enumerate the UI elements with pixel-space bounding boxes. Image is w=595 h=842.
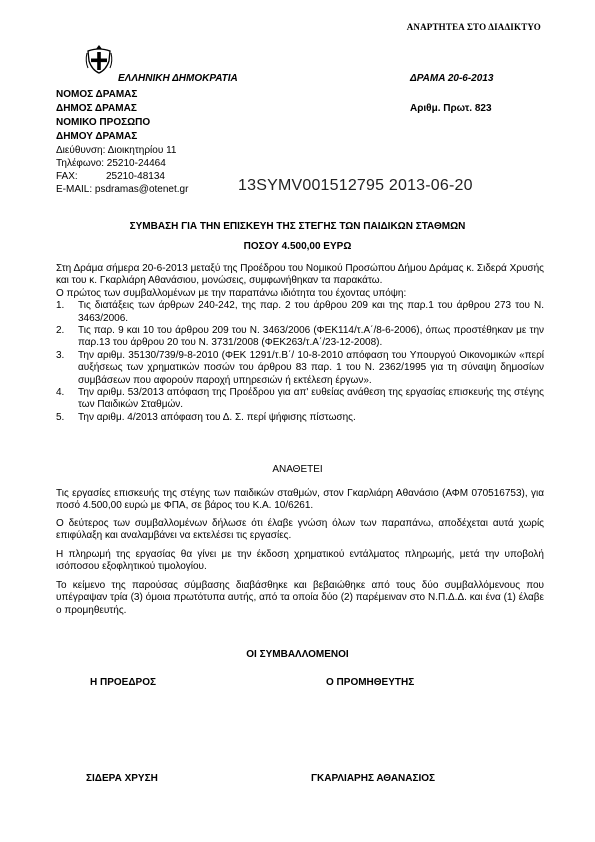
- president-role: Η ΠΡΟΕΔΡΟΣ: [90, 677, 156, 688]
- list-item: [56, 350, 544, 387]
- intro-paragraph: Στη Δράμα σήμερα 20-6-2013 μεταξύ της Προέδρου του Νομικού Προσώπου Δήμου Δράμας κ. Σιδερά Χρυσής και του κ. Γκαρλιάρη Αθανάσιου, μονώσεις, συμφωνήθηκαν τα παρακάτω.: [56, 263, 544, 287]
- ada-code: 13SYMV001512795 2013-06-20: [238, 177, 473, 194]
- list-item-text: Την αριθμ. 4/2013 απόφαση του Δ. Σ. περί ψήφισης πίστωσης.: [78, 411, 356, 423]
- greek-emblem-icon: [84, 43, 114, 75]
- closing-paragraph: Το κείμενο της παρούσας σύμβασης διαβάσθηκε και βεβαιώθηκε από τους δύο συμβαλλόμενους που υπέγραψαν τρία (3) όμοια πρωτότυπα αυτής, από τα οποία δύο (2) παρέμειναν στο Ν.Π.Δ.Δ. και ένα (1) έλαβε ο προμηθευτής.: [56, 580, 544, 616]
- assigns-heading: ΑΝΑΘΕΤΕΙ: [272, 464, 323, 475]
- fax-label: FAX:: [56, 171, 78, 182]
- authority-line: ΔΗΜΟΣ ΔΡΑΜΑΣ: [56, 103, 137, 114]
- address: Διεύθυνση: Διοικητηρίου 11: [56, 145, 177, 156]
- list-item-text: Την αριθμ. 53/2013 απόφαση της Προέδρου για απ' ευθείας ανάθεση της εργασίας επισκευής της στέγης των Παιδικών Σταθμών.: [78, 387, 544, 411]
- fax-row: [56, 170, 188, 183]
- list-item: [56, 325, 544, 350]
- list-item: [56, 412, 544, 424]
- list-item-text: Τις παρ. 9 και 10 του άρθρου 209 του Ν. 3463/2006 (ΦΕΚ114/τ.Α΄/8-6-2006), όπως προστέθηκαν με την παρ.13 του άρθρου 20 του Ν. 3731/2008 (ΦΕΚ263/τ.Α΄/23-12-2008).: [78, 325, 544, 349]
- issuing-authority: [56, 88, 150, 144]
- contract-recitals: [56, 263, 544, 424]
- contract-title: ΣΥΜΒΑΣΗ ΓΙΑ ΤΗΝ ΕΠΙΣΚΕΥΗ ΤΗΣ ΣΤΕΓΗΣ ΤΩΝ ΠΑΙΔΙΚΩΝ ΣΤΑΘΜΩΝ: [129, 221, 466, 232]
- supplier-role: Ο ΠΡΟΜΗΘΕΥΤΗΣ: [326, 677, 415, 688]
- payment-paragraph: Η πληρωμή της εργασίας θα γίνει με την έκδοση χρηματικού εντάλματος πληρωμής, μετά την υποβολή ισόποσου εξοφλητικού τιμολογίου.: [56, 549, 544, 573]
- republic-heading: ΕΛΛΗΝΙΚΗ ΔΗΜΟΚΡΑΤΙΑ: [118, 73, 238, 84]
- contracting-parties-heading: ΟΙ ΣΥΜΒΑΛΛΟΜΕΝΟΙ: [246, 649, 349, 660]
- list-item: [56, 300, 544, 325]
- president-name: ΣΙΔΕΡΑ ΧΡΥΣΗ: [86, 773, 158, 784]
- list-item-number: 2.: [56, 325, 65, 337]
- authority-line: ΝΟΜΙΚΟ ΠΡΟΣΩΠΟ: [56, 117, 151, 128]
- intro-considering: Ο πρώτος των συμβαλλομένων με την παραπάνω ιδιότητα του έχοντας υπόψη:: [56, 287, 407, 299]
- publish-online-note: ΑΝΑΡΤΗΤΕΑ ΣΤΟ ΔΙΑΔΙΚΤΥΟ: [406, 22, 541, 32]
- contract-amount: ΠΟΣΟΥ 4.500,00 ΕΥΡΩ: [243, 241, 352, 252]
- authority-line: ΔΗΜΟΥ ΔΡΑΜΑΣ: [56, 131, 138, 142]
- list-item-text: Τις διατάξεις των άρθρων 240-242, της παρ. 2 του άρθρου 209 και της παρ.1 του άρθρου 273 του Ν. 3463/2006.: [78, 300, 544, 324]
- authority-line: ΝΟΜΟΣ ΔΡΑΜΑΣ: [56, 89, 138, 100]
- fax-number: 25210-48134: [106, 171, 165, 182]
- email: E-MAIL: psdramas@otenet.gr: [56, 184, 189, 195]
- list-item-number: 5.: [56, 411, 65, 423]
- protocol-number: Αριθμ. Πρωτ. 823: [410, 103, 492, 114]
- assignment-paragraph: Τις εργασίες επισκευής της στέγης των παιδικών σταθμών, στον Γκαρλιάρη Αθανάσιο (ΑΦΜ 070516753), για ποσό 4.500,00 ευρώ με ΦΠΑ, σε βάρος του Κ.Α. 10/6261.: [56, 488, 544, 512]
- list-item-number: 4.: [56, 387, 65, 399]
- acceptance-paragraph: Ο δεύτερος των συμβαλλομένων δήλωσε ότι έλαβε γνώση όλων των παραπάνω, αποδέχεται αυτά χωρίς επιφύλαξη και αναλαμβάνει να εκτελέσει τις εργασίες.: [56, 518, 544, 542]
- supplier-name: ΓΚΑΡΛΙΑΡΗΣ ΑΘΑΝΑΣΙΟΣ: [311, 773, 436, 784]
- phone: Τηλέφωνο: 25210-24464: [56, 158, 166, 169]
- list-item: [56, 387, 544, 412]
- list-item-number: 1.: [56, 300, 65, 312]
- list-item-text: Την αριθμ. 35130/739/9-8-2010 (ΦΕΚ 1291/τ.Β΄/ 10-8-2010 απόφαση του Υπουργού Οικονομικών «περί αυξήσεως των χρηματικών ποσών του άρθρου 83 παρ. 1 του Ν. 2362/1995 για τη σύναψη δημοσίων συμβάσεων που αφορούν παροχή υπηρεσιών ή εκτέλεση έργων».: [78, 349, 544, 386]
- contact-info: [56, 144, 188, 196]
- place-date: ΔΡΑΜΑ 20-6-2013: [410, 73, 494, 84]
- list-item-number: 3.: [56, 349, 65, 361]
